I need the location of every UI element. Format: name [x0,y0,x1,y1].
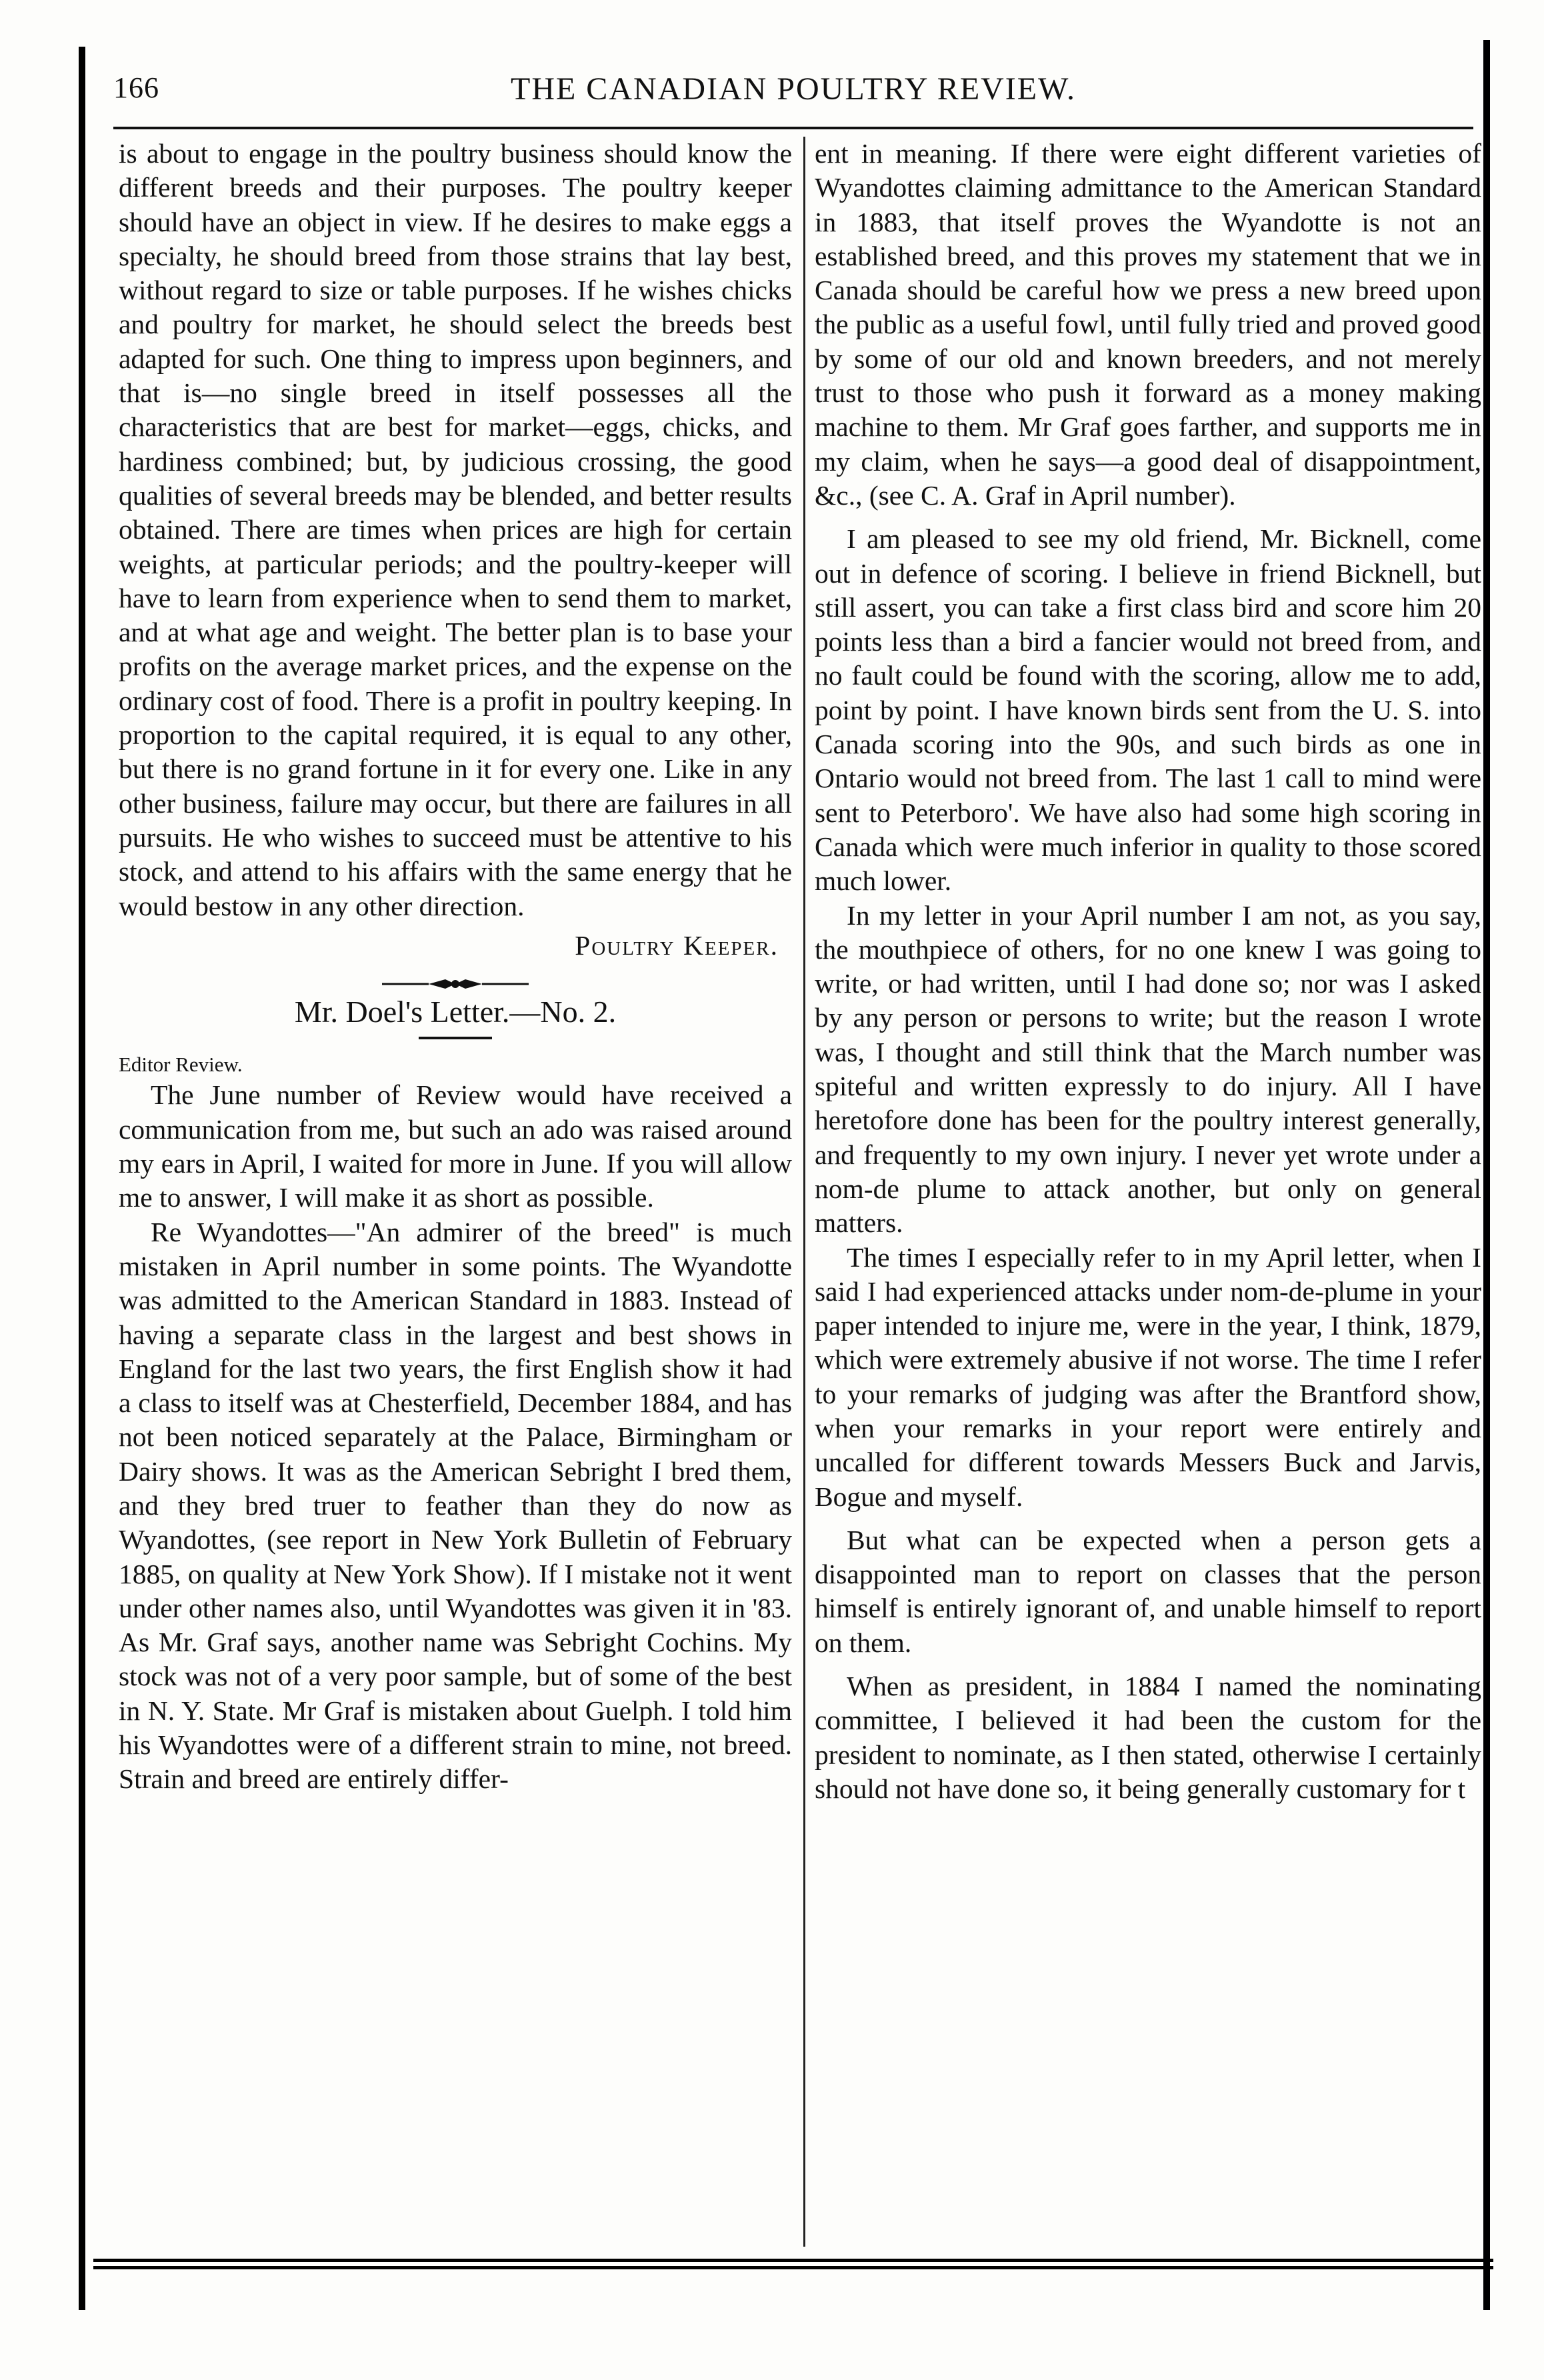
page-frame-bottom-rule [93,2259,1493,2269]
page-frame-right-rule [1483,40,1490,2310]
right-column [815,137,1481,1806]
salutation: Editor Review. [119,1053,243,1077]
column-divider [803,137,805,2247]
running-title: THE CANADIAN POULTRY REVIEW. [511,71,1076,107]
intro-paragraph: is about to engage in the poultry business should know the different breeds and their purposes. The poultry keeper should have an object in view. If he desires to make eggs a specialty, he should breed from those strains that lay best, without regard to size or table purposes. If he wishes chicks and poultry for market, he should select the breeds best adapted for such. One thing to impress upon beginners, and that is—no single breed in itself possesses all the characteristics that are best for market—eggs, chicks, and hardiness combined; but, by judicious crossing, the good qualities of several breeds may be blended, and better results obtained. There are times when prices are high for certain weights, at particular periods; and the poultry-keeper will have to learn from experience when to send them to market, and at what age and weight. The better plan is to base your profits on the average market prices, and the expense on the ordinary cost of food. There is a profit in poultry keeping. In proportion to the capital required, it is equal to any other, but there is no grand fortune in it for every one. Like in any other business, failure may occur, but there are failures in all pursuits. He who wishes to succeed must be attentive to his stock, and attend to his affairs with the same energy that he would bestow in any other direction. [119,138,792,921]
page-frame-left-rule [79,47,85,2310]
body-paragraph: The times I especially refer to in my April letter, when I said I had experienced attacks under nom-de-plume in your paper intended to injure me, were in the year, I think, 1879, which were extremely abusive if not worse. The time I refer to your remarks of judging was after the Brantford show, when your remarks in your report were entirely and uncalled for different towards Messers Buck and Jarvis, Bogue and myself. [815,1241,1481,1512]
ornamental-divider [119,968,792,992]
body-paragraph: When as president, in 1884 I named the nominating committee, I believed it had been the custom for the president to nominate, as I then stated, otherwise I certainly should not have done so, it being generally customary for t [815,1671,1481,1804]
body-paragraph: I am pleased to see my old friend, Mr. Bicknell, come out in defence of scoring. I believe in friend Bicknell, but still assert, you can take a first class bird and score him 20 points less than a bird a fancier would not breed from, and no fault could be found with the scoring, allow me to add, point by point. I have known birds sent from the U. S. into Canada scoring into the 90s, and such birds as one in Ontario would not breed from. The last 1 call to mind were sent to Peterboro'. We have also had some high scoring in Canada which were much inferior in quality to those scored much lower. [815,523,1481,897]
page-header [113,64,1473,124]
page-number: 166 [113,71,159,104]
body-paragraph: In my letter in your April number I am not, as you say, the mouthpiece of others, for no one knew I was going to write, or had written, until I had done so; nor was I asked by any person or persons to write; but the reason I wrote was, I thought and still think that the March number was spiteful and written expressly to do injury. All I have heretofore done has been for the poultry interest generally, and frequently to my own injury. I never yet wrote under a nom-de plume to attack another, but only on general matters. [815,899,1481,1239]
article-signature: Poultry Keeper. [575,929,779,961]
header-rule [113,127,1473,129]
body-paragraph: Re Wyandottes—"An admirer of the breed" is much mistaken in April number in some points. The Wyandotte was admitted to the American Standard in 1883. Instead of having a separate class in the largest and best shows in England for the last two years, the first English show it had a class to itself was at Chesterfield, December 1884, and has not been noticed separately at the Palace, Birmingham or Dairy shows. It was as the American Sebright I bred them, and they bred truer to feather than they do now as Wyandottes, (see report in New York Bulletin of February 1885, on quality at New York Show). If I mistake not it went under other names also, until Wyandottes was given it in '83. As Mr. Graf says, another name was Sebright Cochins. My stock was not of a very poor sample, but of some of the best in N. Y. State. Mr Graf is mistaken about Guelph. I told him his Wyandottes were of a different strain to mine, not breed. Strain and breed are entirely differ- [119,1216,792,1795]
left-column [119,137,792,1797]
title-underline [419,1037,492,1039]
ornament-icon [382,974,529,994]
body-paragraph: But what can be expected when a person gets a disappointed man to report on classes that the person himself is entirely ignorant of, and unable himself to report on them. [815,1524,1481,1658]
body-paragraph: The June number of Review would have received a communication from me, but such an ado was raised around my ears in April, I waited for more in June. If you will allow me to answer, I will make it as short as possible. [119,1079,792,1213]
body-paragraph: ent in meaning. If there were eight different varieties of Wyandottes claiming admittance to the American Standard in 1883, that itself proves the Wyandotte is not an established breed, and this proves my statement that we in Canada should be careful how we press a new breed upon the public as a useful fowl, until fully tried and proved good by some of our old and known breeders, and not merely trust to those who push it forward as a money making machine to them. Mr Graf goes farther, and supports me in my claim, when he says—a good deal of disappointment, &c., (see C. A. Graf in April number). [815,138,1481,511]
article-title: Mr. Doel's Letter.—No. 2. [294,995,617,1029]
